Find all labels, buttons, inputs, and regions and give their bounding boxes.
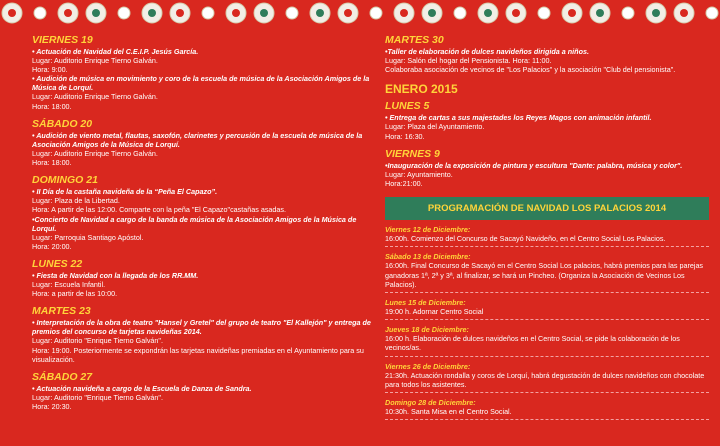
ornament-ball bbox=[706, 7, 718, 19]
day-heading: SÁBADO 20 bbox=[32, 117, 93, 130]
ornament-ball bbox=[118, 7, 130, 19]
ornament-center bbox=[652, 9, 660, 17]
event-detail: Hora: 20:30. bbox=[32, 402, 72, 412]
ornament-ball bbox=[622, 7, 634, 19]
event-title: • Actuación navideña a cargo de la Escuela de Danza de Sandra. bbox=[32, 384, 252, 394]
day-heading: MARTES 23 bbox=[32, 305, 91, 318]
event-detail: Lugar: Auditorio "Enrique Tierno Galván". bbox=[32, 336, 163, 346]
ornament-center bbox=[512, 9, 520, 17]
programacion-header: PROGRAMACIÓN DE NAVIDAD LOS PALACIOS 2014 bbox=[385, 197, 709, 220]
event-detail: Lugar: Salón del hogar del Pensionista. Hora: 11:00. bbox=[385, 56, 552, 65]
day-heading: LUNES 22 bbox=[32, 258, 83, 271]
ornament-center bbox=[428, 9, 436, 17]
event-detail: Lugar: Plaza del Ayuntamiento. bbox=[385, 122, 485, 132]
ornament-garland bbox=[0, 0, 720, 30]
day-heading: DOMINGO 21 bbox=[32, 174, 98, 187]
ornament-center bbox=[344, 9, 352, 17]
event-detail: Lugar: Auditorio "Enrique Tierno Galván". bbox=[32, 393, 163, 403]
day-heading: LUNES 5 bbox=[385, 100, 430, 113]
prog-date: Viernes 26 de Diciembre: bbox=[385, 361, 471, 371]
ornament-center bbox=[400, 9, 408, 17]
prog-divider bbox=[385, 419, 709, 420]
ornament-center bbox=[64, 9, 72, 17]
ornament-center bbox=[8, 9, 16, 17]
event-detail: Hora: 9:00. bbox=[32, 65, 68, 75]
day-heading: SÁBADO 27 bbox=[32, 371, 93, 384]
ornament-ball bbox=[370, 7, 382, 19]
event-detail: Hora: 16:30. bbox=[385, 131, 425, 141]
ornament-center bbox=[596, 9, 604, 17]
event-detail: Hora: 18:00. bbox=[32, 158, 72, 168]
ornament-ball bbox=[34, 7, 46, 19]
ornament-center bbox=[176, 9, 184, 17]
ornament-center bbox=[484, 9, 492, 17]
event-detail: Lugar: Ayuntamiento. bbox=[385, 169, 453, 179]
ornament-center bbox=[316, 9, 324, 17]
prog-divider bbox=[385, 356, 709, 357]
ornament-ball bbox=[202, 7, 214, 19]
prog-date: Viernes 12 de Diciembre: bbox=[385, 225, 471, 235]
prog-date: Domingo 28 de Diciembre: bbox=[385, 398, 476, 408]
prog-detail: 19:00 h. Adornar Centro Social bbox=[385, 307, 484, 317]
event-title: • Fiesta de Navidad con la llegada de los RR.MM. bbox=[32, 271, 199, 281]
event-title: • Interpretación de la obra de teatro "Hansel y Gretel" del grupo de teatro "El Kallejón" y entrega de premios del concurso de tarjetas navideñas 2014. bbox=[32, 318, 371, 337]
prog-detail: 10:30h. Santa Misa en el Centro Social. bbox=[385, 407, 512, 417]
event-title: •Inauguración de la exposición de pintura y escultura "Dante: palabra, música y color". bbox=[385, 160, 683, 170]
event-detail: Hora: A partir de las 12:00. Comparte con la peña "El Capazo"castañas asadas. bbox=[32, 205, 287, 215]
ornament-center bbox=[260, 9, 268, 17]
event-detail: Lugar: Escuela Infantil. bbox=[32, 280, 106, 290]
event-detail: Lugar: Plaza de la Libertad. bbox=[32, 196, 120, 206]
event-detail: Hora: a partir de las 10:00. bbox=[32, 289, 118, 299]
prog-divider bbox=[385, 319, 709, 320]
ornament-ball bbox=[454, 7, 466, 19]
right-column bbox=[385, 34, 713, 420]
event-detail: Colaboraba asociación de vecinos de "Los Palacios" y la asociación "Club del pensionista". bbox=[385, 65, 676, 75]
event-title: • Entrega de cartas a sus majestades los Reyes Magos con animación infantil. bbox=[385, 113, 652, 123]
event-title: • Actuación de Navidad del C.E.I.P. Jesús García. bbox=[32, 47, 199, 56]
prog-detail: 16:00h. Comienzo del Concurso de Sacayó Navideño, en el Centro Social Los Palacios. bbox=[385, 234, 666, 244]
prog-date: Sábado 13 de Diciembre: bbox=[385, 252, 471, 262]
event-title: • II Día de la castaña navideña de la “Peña El Capazo”. bbox=[32, 187, 218, 197]
prog-divider bbox=[385, 292, 709, 293]
event-detail: Lugar: Auditorio Enrique Tierno Galván. bbox=[32, 148, 158, 158]
prog-detail: 21:30h. Actuación rondalla y coros de Lorquí, habrá degustación de dulces navideños con chocolate para todos los asistentes. bbox=[385, 370, 705, 389]
enero-title: ENERO 2015 bbox=[385, 82, 458, 97]
prog-detail: 16:00 h. Elaboración de dulces navideños en el Centro Social, se pide la colaboración de los vecinos/as. bbox=[385, 334, 680, 353]
event-detail: Hora: 18:00. bbox=[32, 101, 72, 111]
ornament-center bbox=[680, 9, 688, 17]
event-detail: Lugar: Auditorio Enrique Tierno Galván. bbox=[32, 56, 158, 65]
ornament-ball bbox=[286, 7, 298, 19]
prog-date: Lunes 15 de Diciembre: bbox=[385, 298, 466, 308]
ornament-center bbox=[568, 9, 576, 17]
event-title: •Taller de elaboración de dulces navideños dirigida a niños. bbox=[385, 47, 589, 56]
prog-detail: 16:00h. Final Concurso de Sacayó en el Centro Social Los palacios, habrá premios para las parejas ganadoras 1ª, 2ª y 3ª, al finalizar, se hará un Pincheo. (Organiza la Asociación de Vecinos Los Palacios). bbox=[385, 261, 704, 289]
prog-divider bbox=[385, 246, 709, 247]
event-detail: Hora:21:00. bbox=[385, 179, 423, 189]
event-detail: Hora: 19:00. Posteriormente se expondrán las tarjetas navideñas premiadas en el Ayuntamiento para su visualización. bbox=[32, 345, 364, 364]
event-title: •Concierto de Navidad a cargo de la banda de música de la Asociación Amigos de la Música de Lorquí. bbox=[32, 214, 357, 233]
ornament-center bbox=[148, 9, 156, 17]
ornament-ball bbox=[538, 7, 550, 19]
day-heading: MARTES 30 bbox=[385, 34, 444, 46]
ornament-center bbox=[92, 9, 100, 17]
day-heading: VIERNES 19 bbox=[32, 34, 93, 46]
left-column bbox=[32, 34, 377, 411]
prog-date: Jueves 18 de Diciembre: bbox=[385, 325, 469, 335]
event-detail: Lugar: Auditorio Enrique Tierno Galván. bbox=[32, 92, 158, 102]
event-detail: Hora: 20:00. bbox=[32, 241, 72, 251]
event-detail: Lugar: Parroquia Santiago Apóstol. bbox=[32, 232, 144, 242]
prog-divider bbox=[385, 392, 709, 393]
event-title: • Audición de música en movimiento y coro de la escuela de música de la Asociación Amigos de la Música de Lorquí. bbox=[32, 74, 370, 93]
ornament-center bbox=[232, 9, 240, 17]
event-title: • Audición de viento metal, flautas, saxofón, clarinetes y percusión de la escuela de música de la Asociación Amigos de la Música de Lorquí. bbox=[32, 130, 363, 149]
day-heading: VIERNES 9 bbox=[385, 147, 440, 160]
